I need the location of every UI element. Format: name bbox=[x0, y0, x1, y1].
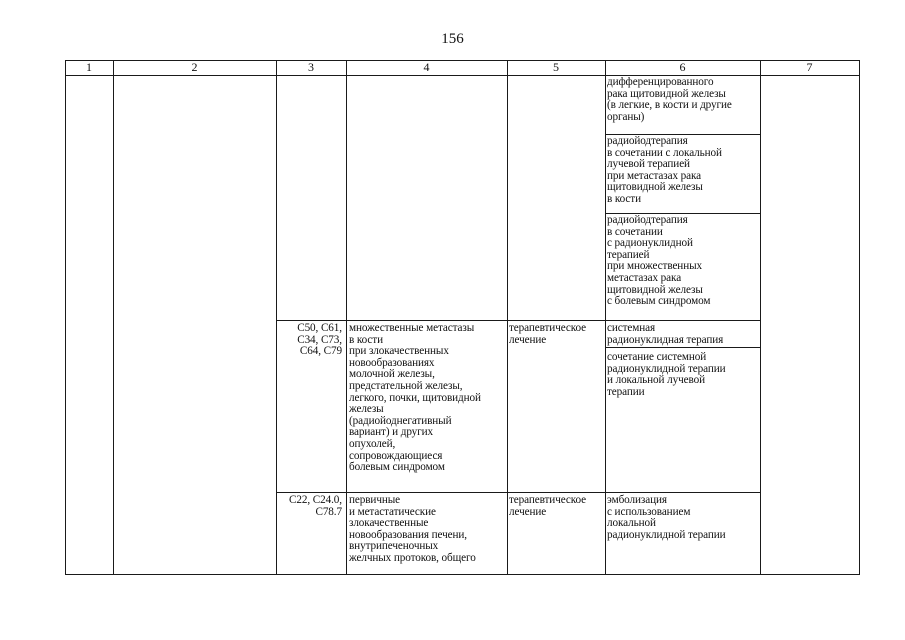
column-header-4: 4 bbox=[423, 60, 430, 74]
row-divider bbox=[276, 320, 761, 321]
column-divider bbox=[605, 60, 606, 575]
table-left-border bbox=[65, 60, 66, 575]
disease-description-cell: множественные метастазы в кости при злокачественных новообразованиях молочной железы, предстательной железы, легкого, почки, щитовидной железы (радиойоднегативный вариант) и других опухолей, сопровождающиеся болевым синдромом bbox=[349, 322, 481, 474]
header-bottom-border bbox=[65, 75, 860, 76]
column-header-5: 5 bbox=[553, 60, 559, 74]
treatment-method-cell: дифференцированного рака щитовидной железы (в легкие, в кости и другие органы) bbox=[607, 76, 732, 123]
column-header-7: 7 bbox=[806, 60, 813, 74]
treatment-method-cell: радиойодтерапия в сочетании с локальной лучевой терапией при метастазах рака щитовидной железы в кости bbox=[607, 135, 722, 205]
column-divider bbox=[346, 60, 347, 575]
column-divider bbox=[113, 60, 114, 575]
row-divider bbox=[276, 492, 761, 493]
treatment-type-cell: терапевтическое лечение bbox=[509, 322, 586, 346]
treatment-method-cell: системная радионуклидная терапия bbox=[607, 322, 724, 346]
cell-divider bbox=[605, 347, 761, 348]
data-table bbox=[65, 60, 860, 575]
column-divider bbox=[276, 60, 277, 575]
treatment-method-cell: сочетание системной радионуклидной терапии и локальной лучевой терапии bbox=[607, 351, 726, 398]
column-header-1: 1 bbox=[86, 60, 92, 74]
diagnosis-codes-cell: C22, C24.0, C78.7 bbox=[289, 494, 342, 518]
page-number: 156 bbox=[441, 31, 464, 47]
table-bottom-border bbox=[65, 574, 860, 575]
treatment-method-cell: радиойодтерапия в сочетании с радионуклидной терапией при множественных метастазах рака щитовидной железы с болевым синдромом bbox=[607, 214, 711, 308]
column-header-3: 3 bbox=[308, 60, 314, 74]
treatment-method-cell: эмболизация с использованием локальной радионуклидной терапии bbox=[607, 494, 726, 541]
column-divider bbox=[760, 60, 761, 575]
column-divider bbox=[507, 60, 508, 575]
column-header-2: 2 bbox=[191, 60, 198, 74]
table-right-border bbox=[859, 60, 860, 575]
treatment-type-cell: терапевтическое лечение bbox=[509, 494, 586, 518]
diagnosis-codes-cell: C50, C61, C34, C73, C64, C79 bbox=[297, 322, 342, 358]
disease-description-cell: первичные и метастатические злокачественные новообразования печени, внутрипеченочных желчных протоков, общего bbox=[349, 494, 476, 564]
column-header-6: 6 bbox=[679, 60, 686, 74]
